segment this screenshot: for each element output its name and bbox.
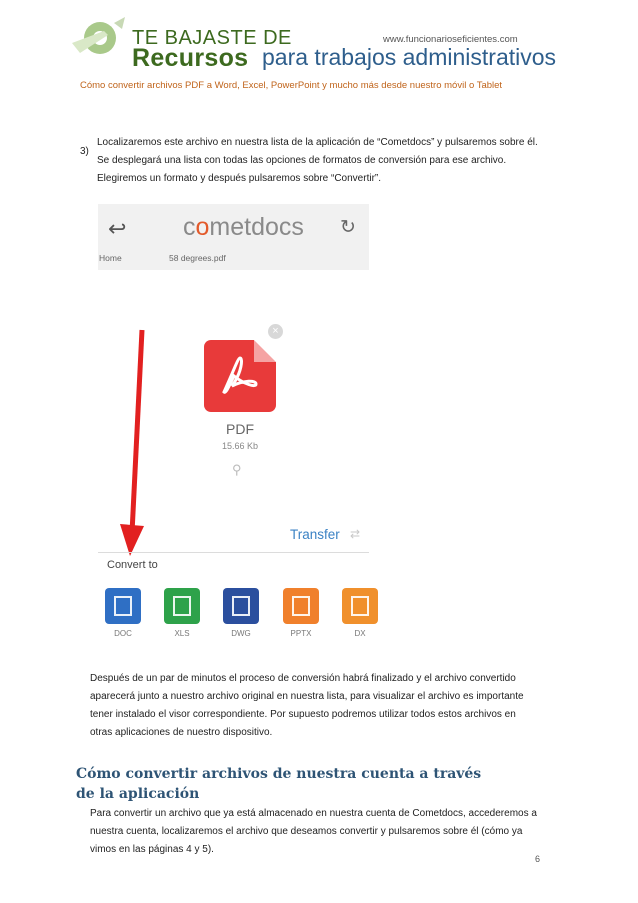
format-label: DX xyxy=(354,629,366,638)
transfer-arrows-icon: ⇄ xyxy=(350,527,361,541)
close-icon[interactable]: × xyxy=(268,324,283,339)
body-paragraph: Después de un par de minutos el proceso de conversión habrá finalizado y el archivo convertido aparecerá junto a nuestro archivo original en nuestra lista, para visualizar el archivo es importante tener instalado el visor correspondiente. Por supuesto podremos utilizar todos estos archivos en otras aplicaciones de nuestro dispositivo. xyxy=(90,673,524,738)
format-xls-icon[interactable] xyxy=(164,588,200,624)
logo-title-recursos: Recursos xyxy=(132,44,249,72)
format-doc-icon[interactable] xyxy=(105,588,141,624)
document-subtitle: Cómo convertir archivos PDF a Word, Excel, PowerPoint y mucho más desde nuestro móvil o Tablet xyxy=(80,80,503,91)
back-arrow-icon[interactable]: ↩ xyxy=(108,216,127,241)
breadcrumb-home[interactable]: Home xyxy=(99,253,122,263)
cometdocs-brand: cometdocs xyxy=(183,213,304,241)
format-label: DOC xyxy=(114,629,132,638)
share-icon[interactable]: ⚲ xyxy=(232,462,242,477)
transfer-button[interactable]: Transfer xyxy=(290,527,340,542)
red-arrow-icon xyxy=(118,328,158,558)
convert-to-label: Convert to xyxy=(107,559,158,571)
format-label: DWG xyxy=(231,629,251,638)
step-number: 3) xyxy=(80,146,89,157)
pdf-corner-fold xyxy=(254,340,276,362)
logo-title-subtitle: para trabajos administrativos xyxy=(262,44,557,70)
format-label: XLS xyxy=(174,629,190,638)
logo-gear-icon xyxy=(70,13,130,63)
file-type-label: PDF xyxy=(226,421,254,437)
page-number: 6 xyxy=(535,854,541,864)
format-label: PPTX xyxy=(290,629,312,638)
step-text: Localizaremos este archivo en nuestra lista de la aplicación de “Cometdocs” y pulsaremos sobre él. Se desplegará una lista con todas las opciones de formatos de conversión para ese archivo. Elegiremos un formato y después pulsaremos sobre “Convertir”. xyxy=(97,137,538,184)
format-dwg-icon[interactable] xyxy=(223,588,259,624)
refresh-icon[interactable]: ↻ xyxy=(340,217,356,238)
logo-title-line1: TE BAJASTE DE xyxy=(132,27,292,49)
section-paragraph: Para convertir un archivo que ya está almacenado en nuestra cuenta de Cometdocs, accederemos a nuestra cuenta, localizaremos el archivo que deseamos convertir y pulsaremos sobre él (cómo ya vimos en las páginas 4 y 5). xyxy=(90,808,537,855)
breadcrumb-file: 58 degrees.pdf xyxy=(169,253,226,263)
format-pptx-icon[interactable] xyxy=(283,588,319,624)
divider xyxy=(98,552,369,553)
format-dx-icon[interactable] xyxy=(342,588,378,624)
site-url[interactable]: www.funcionarioseficientes.com xyxy=(383,34,518,45)
section-heading: Cómo convertir archivos de nuestra cuenta a través de la aplicación xyxy=(76,766,482,802)
file-size-label: 15.66 Kb xyxy=(222,441,259,451)
